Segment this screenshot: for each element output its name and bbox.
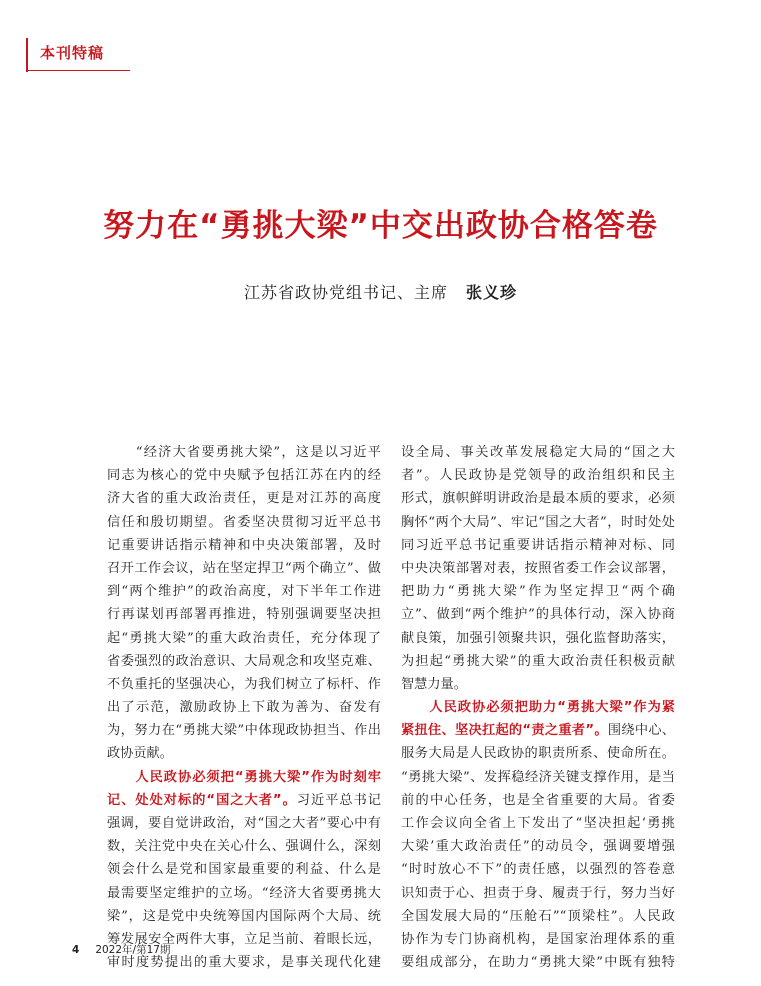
body-text: 起“勇挑大梁”的重大政治责任，充分体现了	[107, 630, 381, 646]
text-line	[401, 905, 675, 928]
body-text: 全国发展大局的“压舱石”“顶梁柱”。人民政	[401, 908, 675, 924]
body-text: 大梁’重大政治责任”的动员令，强调要增强	[401, 839, 675, 855]
text-line	[107, 464, 381, 487]
body-text: 中央决策部署对表，按照省委工作会议部署，	[401, 560, 675, 576]
body-text: 设全局、事关改革发展稳定大局的“国之大	[401, 445, 675, 460]
section-rule	[28, 70, 130, 71]
text-line	[401, 627, 675, 650]
body-text: 济大省的重大政治责任，更是对江苏的高度	[107, 491, 381, 507]
text-line	[107, 627, 381, 650]
page-number: 4	[72, 944, 80, 956]
body-text: 行再谋划再部署再推进，特别强调要坚决担	[107, 607, 381, 623]
text-line	[401, 789, 675, 812]
body-text: “时时放心不下”的责任感，以强烈的答卷意	[401, 862, 675, 878]
body-text: 形式，旗帜鲜明讲政治是最本质的要求，必须	[401, 491, 675, 507]
text-line	[401, 511, 675, 534]
text-line	[107, 487, 381, 510]
body-text: 习近平总书记	[296, 792, 381, 808]
body-text: 工作会议向全省上下发出了“坚决担起‘勇挑	[401, 816, 675, 831]
body-text: 最需要坚定维护的立场。“经济大省要勇挑大	[107, 885, 381, 901]
section-tag	[26, 38, 130, 72]
body-text: 识知责于心、担责于身、履责于行，努力当好	[401, 885, 675, 901]
body-text: 出了示范，激励政协上下敢为善为、奋发有	[107, 700, 381, 716]
body-text: 智慧力量。	[401, 676, 467, 692]
body-text: 胸怀“两个大局”、牢记“国之大者”，时时处处	[401, 514, 675, 530]
body-text: “经济大省要勇挑大梁”，这是以习近平	[107, 445, 381, 460]
body-text: 协作为专门协商机构，是国家治理体系的重	[401, 931, 675, 947]
body-text: 筹发展安全两件大事，立足当前、着眼长远，	[107, 931, 381, 947]
text-line	[401, 858, 675, 881]
body-text: 同志为核心的党中央赋予包括江苏在内的经	[107, 468, 381, 484]
author-role: 江苏省政协党组书记、主席	[243, 283, 448, 302]
text-line	[107, 766, 381, 789]
text-line	[401, 928, 675, 951]
section-heading: 人民政协必须把助力“勇挑大梁”作为紧	[401, 700, 675, 716]
body-text: 记重要讲话指示精神和中央决策部署，及时	[107, 537, 381, 553]
text-line	[401, 557, 675, 580]
body-text: 为担起“勇挑大梁”的重大政治责任积极贡献	[401, 653, 675, 669]
text-line	[107, 580, 381, 603]
text-line	[401, 812, 675, 835]
text-line	[401, 835, 675, 858]
body-text: 政协贡献。	[107, 746, 173, 762]
body-text: 同习近平总书记重要讲话指示精神对标、同	[401, 537, 675, 553]
section-heading: 紧扭住、坚决扛起的“责之重者”。	[401, 723, 608, 739]
text-line	[401, 882, 675, 905]
text-line	[401, 603, 675, 626]
text-line	[401, 673, 675, 696]
text-line	[401, 696, 675, 719]
text-line	[401, 766, 675, 789]
body-text: 强调，要自觉讲政治，对“国之大者”要心中有	[107, 816, 381, 831]
text-line	[107, 858, 381, 881]
text-line	[107, 719, 381, 742]
text-line	[107, 673, 381, 696]
text-line	[401, 464, 675, 487]
text-line	[401, 650, 675, 673]
body-text: 召开工作会议，站在坚定捍卫“两个确立”、做	[107, 560, 381, 576]
text-line	[107, 534, 381, 557]
body-text: 信任和殷切期望。省委坚决贯彻习近平总书	[107, 514, 381, 530]
body-text: 把助力“勇挑大梁”作为坚定捍卫“两个确	[401, 584, 675, 600]
author-name: 张义珍	[466, 283, 518, 302]
body-text: 者”。人民政协是党领导的政治组织和民主	[401, 468, 675, 484]
body-text: 梁”，这是党中央统筹国内国际两个大局、统	[107, 908, 381, 924]
text-line	[107, 835, 381, 858]
body-text: 前的中心任务，也是全省重要的大局。省委	[401, 792, 675, 808]
body-text: 围绕中心、	[607, 723, 675, 739]
text-line	[401, 580, 675, 603]
text-line	[107, 882, 381, 905]
body-text: 服务大局是人民政协的职责所系、使命所在。	[401, 746, 675, 762]
text-line	[107, 441, 381, 464]
text-line	[401, 742, 675, 765]
body-text: 要组成部分，在助力“勇挑大梁”中既有独特	[401, 955, 675, 971]
section-label: 本刊特稿	[40, 44, 105, 62]
body-text: 献良策，加强引领聚共识，强化监督助落实，	[401, 630, 675, 646]
section-heading: 人民政协必须把“勇挑大梁”作为时刻牢	[107, 769, 381, 785]
body-column-left	[107, 441, 381, 974]
body-text: 到“两个维护”的政治高度，对下半年工作进	[107, 584, 381, 600]
issue-label: 2022年/第17期	[95, 944, 171, 956]
text-line	[107, 557, 381, 580]
body-text: 领会什么是党和国家最重要的利益、什么是	[107, 862, 381, 878]
text-line	[107, 696, 381, 719]
body-text: 为，努力在“勇挑大梁”中体现政协担当、作出	[107, 723, 381, 739]
text-line	[401, 441, 675, 464]
article-title: 努力在“勇挑大梁”中交出政协合格答卷	[103, 208, 658, 244]
body-text: 数，关注党中央在关心什么、强调什么，深刻	[107, 839, 381, 855]
text-line	[107, 650, 381, 673]
body-text: “勇挑大梁”、发挥稳经济关键支撑作用，是当	[401, 769, 675, 785]
section-heading: 记、处处对标的“国之大者”。	[107, 792, 297, 808]
text-line	[107, 511, 381, 534]
text-line	[107, 905, 381, 928]
text-line	[107, 789, 381, 812]
text-line	[107, 742, 381, 765]
page-footer	[72, 942, 170, 957]
text-line	[107, 812, 381, 835]
text-line	[107, 603, 381, 626]
text-line	[401, 534, 675, 557]
byline	[0, 280, 761, 303]
text-line	[401, 719, 675, 742]
body-text: 立”、做到“两个维护”的具体行动，深入协商	[401, 607, 675, 623]
body-text: 省委强烈的政治意识、大局观念和攻坚克难、	[107, 653, 381, 669]
text-line	[401, 951, 675, 974]
text-line	[401, 487, 675, 510]
body-column-right	[401, 441, 675, 974]
body-text: 审时度势提出的重大要求，是事关现代化建	[107, 955, 381, 971]
body-text: 不负重托的坚强决心，为我们树立了标杆、作	[107, 676, 381, 692]
